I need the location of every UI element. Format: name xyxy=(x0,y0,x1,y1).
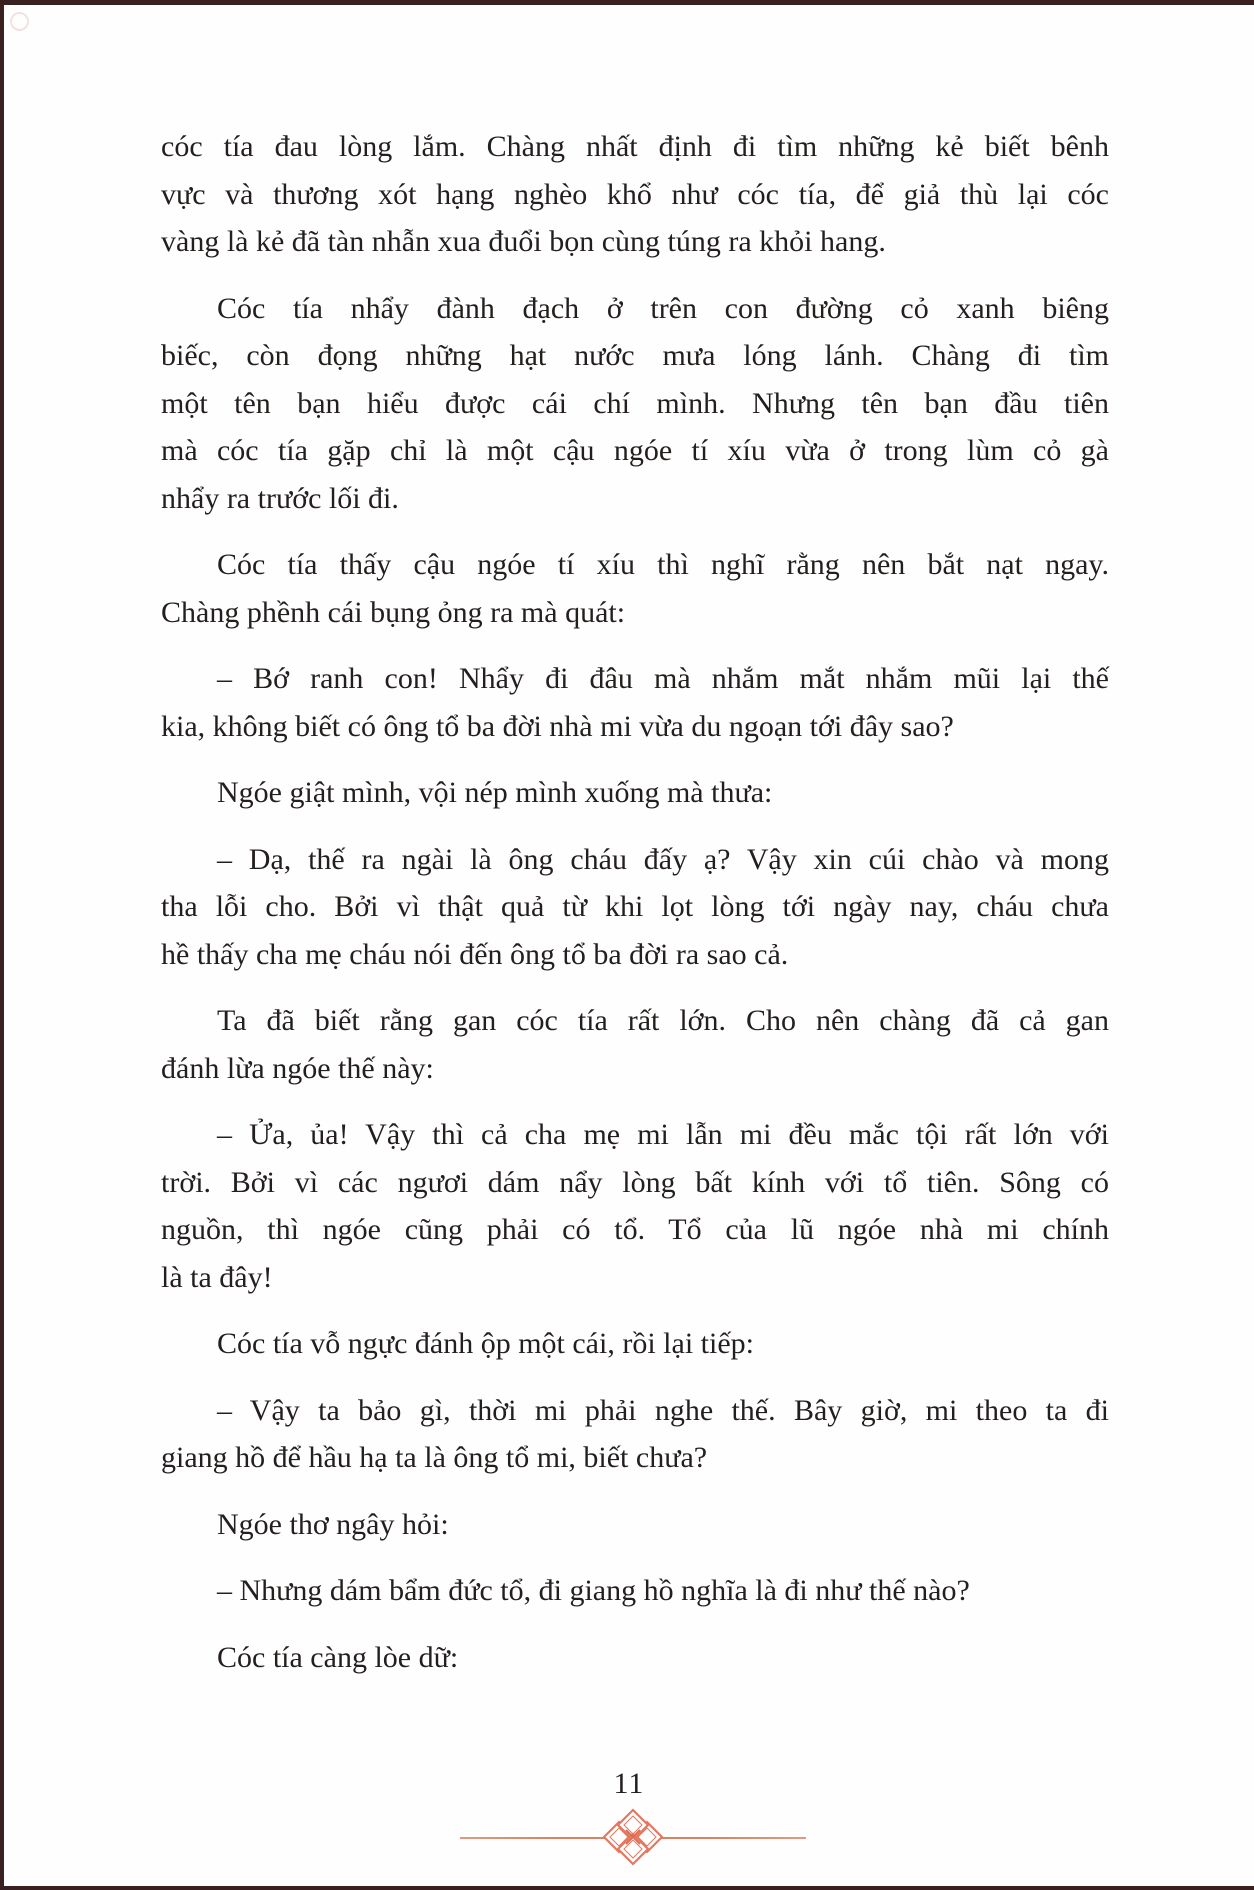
text-line: – Nhưng dám bẩm đức tổ, đi giang hồ nghĩa là đi như thế nào? xyxy=(217,1574,970,1607)
paragraph xyxy=(161,1320,1109,1368)
paragraph xyxy=(161,836,1109,979)
text-line: vực và thương xót hạng nghèo khổ như cóc tía, để giả thù lại cóc xyxy=(161,177,1109,211)
text-line: Ta đã biết rằng gan cóc tía rất lớn. Cho nên chàng đã cả gan xyxy=(217,1004,1109,1037)
text-line: kia, không biết có ông tổ ba đời nhà mi vừa du ngoạn tới đây sao? xyxy=(161,709,954,743)
text-line: – Dạ, thế ra ngài là ông cháu đấy ạ? Vậy xin cúi chào và mong xyxy=(217,842,1109,876)
paragraph xyxy=(161,655,1109,750)
text-line: hề thấy cha mẹ cháu nói đến ông tổ ba đời ra sao cả. xyxy=(161,937,789,971)
text-line: trời. Bởi vì các ngươi dám nẩy lòng bất kính với tổ tiên. Sông có xyxy=(161,1165,1109,1199)
paragraph xyxy=(161,1634,1109,1682)
text-line: một tên bạn hiểu được cái chí mình. Nhưng tên bạn đầu tiên xyxy=(161,386,1109,420)
body-text xyxy=(161,123,1109,1700)
text-line: Chàng phềnh cái bụng ỏng ra mà quát: xyxy=(161,595,626,629)
text-line: Ngóe thơ ngây hỏi: xyxy=(217,1507,449,1541)
text-line: Cóc tía nhẩy đành đạch ở trên con đường cỏ xanh biêng xyxy=(217,291,1109,325)
page-number: 11 xyxy=(613,1767,645,1800)
text-line: giang hồ để hầu hạ ta là ông tổ mi, biết chưa? xyxy=(161,1441,708,1474)
corner-mark xyxy=(10,12,29,31)
paragraph xyxy=(161,1567,1109,1615)
diamond-ornament-icon xyxy=(603,1808,663,1866)
text-line: – Ửa, ủa! Vậy thì cả cha mẹ mi lẫn mi đều mắc tội rất lớn với xyxy=(217,1118,1109,1151)
paragraph xyxy=(161,769,1109,817)
text-line: là ta đây! xyxy=(161,1260,273,1294)
paragraph xyxy=(161,997,1109,1092)
text-line: nguồn, thì ngóe cũng phải có tổ. Tổ của lũ ngóe nhà mi chính xyxy=(161,1213,1109,1246)
paragraph xyxy=(161,1111,1109,1301)
paragraph xyxy=(161,123,1109,266)
text-line: nhẩy ra trước lối đi. xyxy=(161,481,399,515)
text-line: tha lỗi cho. Bởi vì thật quả từ khi lọt lòng tới ngày nay, cháu chưa xyxy=(161,890,1109,923)
text-line: cóc tía đau lòng lắm. Chàng nhất định đi tìm những kẻ biết bênh xyxy=(161,130,1109,163)
text-line: Cóc tía thấy cậu ngóe tí xíu thì nghĩ rằng nên bắt nạt ngay. xyxy=(217,548,1109,581)
paragraph xyxy=(161,285,1109,523)
text-line: Cóc tía vỗ ngực đánh ộp một cái, rồi lại tiếp: xyxy=(217,1327,754,1360)
text-line: – Bớ ranh con! Nhẩy đi đâu mà nhắm mắt nhắm mũi lại thế xyxy=(217,662,1109,695)
text-line: mà cóc tía gặp chỉ là một cậu ngóe tí xíu vừa ở trong lùm cỏ gà xyxy=(161,434,1109,467)
text-line: vàng là kẻ đã tàn nhẫn xua đuổi bọn cùng túng ra khỏi hang. xyxy=(161,225,886,258)
paragraph xyxy=(161,1501,1109,1549)
text-line: đánh lừa ngóe thế này: xyxy=(161,1051,434,1085)
paragraph xyxy=(161,541,1109,636)
text-line: biếc, còn đọng những hạt nước mưa lóng lánh. Chàng đi tìm xyxy=(161,339,1109,372)
text-line: – Vậy ta bảo gì, thời mi phải nghe thế. Bây giờ, mi theo ta đi xyxy=(217,1393,1109,1427)
text-line: Ngóe giật mình, vội nép mình xuống mà thưa: xyxy=(217,776,773,809)
paragraph xyxy=(161,1387,1109,1482)
text-line: Cóc tía càng lòe dữ: xyxy=(217,1640,459,1674)
